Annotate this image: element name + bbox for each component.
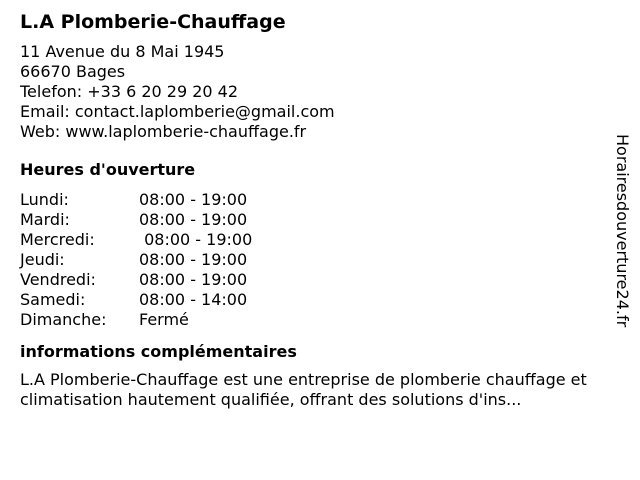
hours-time-value: 08:00 - 14:00 [139, 290, 248, 309]
contact-block [20, 42, 615, 142]
hours-time-value: 08:00 - 19:00 [139, 250, 248, 269]
hours-time-value: 08:00 - 19:00 [139, 270, 248, 289]
hours-day-label: Lundi: [20, 190, 69, 209]
email-line: Email: contact.laplomberie@gmail.com [20, 102, 335, 121]
site-watermark: Horairesdouverture24.fr [613, 134, 632, 328]
hours-time-value: 08:00 - 19:00 [139, 230, 253, 249]
opening-hours-table [20, 190, 615, 330]
hours-row-vendredi [20, 270, 615, 290]
opening-hours-heading: Heures d'ouverture [20, 160, 196, 179]
hours-time-value: Fermé [139, 310, 189, 329]
business-description: L.A Plomberie-Chauffage est une entreprise de plomberie chauffage et climatisation hautement qualifiée, offrant des solutions d'ins... [20, 370, 587, 409]
hours-row-mercredi [20, 230, 615, 250]
business-card [20, 10, 615, 410]
hours-time-value: 08:00 - 19:00 [139, 190, 248, 209]
hours-row-jeudi [20, 250, 615, 270]
additional-info-heading: informations complémentaires [20, 342, 297, 361]
hours-day-label: Mercredi: [20, 230, 95, 249]
hours-day-label: Samedi: [20, 290, 86, 309]
hours-row-lundi [20, 190, 615, 210]
phone-line: Telefon: +33 6 20 29 20 42 [20, 82, 239, 101]
hours-day-label: Jeudi: [20, 250, 65, 269]
address-line-street: 11 Avenue du 8 Mai 1945 [20, 42, 225, 61]
hours-day-label: Mardi: [20, 210, 70, 229]
business-name: L.A Plomberie-Chauffage [20, 11, 286, 33]
hours-row-samedi [20, 290, 615, 310]
hours-row-dimanche [20, 310, 615, 330]
hours-day-label: Vendredi: [20, 270, 96, 289]
hours-time-value: 08:00 - 19:00 [139, 210, 248, 229]
hours-day-label: Dimanche: [20, 310, 107, 329]
website-line: Web: www.laplomberie-chauffage.fr [20, 122, 307, 141]
address-line-city: 66670 Bages [20, 62, 126, 81]
hours-row-mardi [20, 210, 615, 230]
